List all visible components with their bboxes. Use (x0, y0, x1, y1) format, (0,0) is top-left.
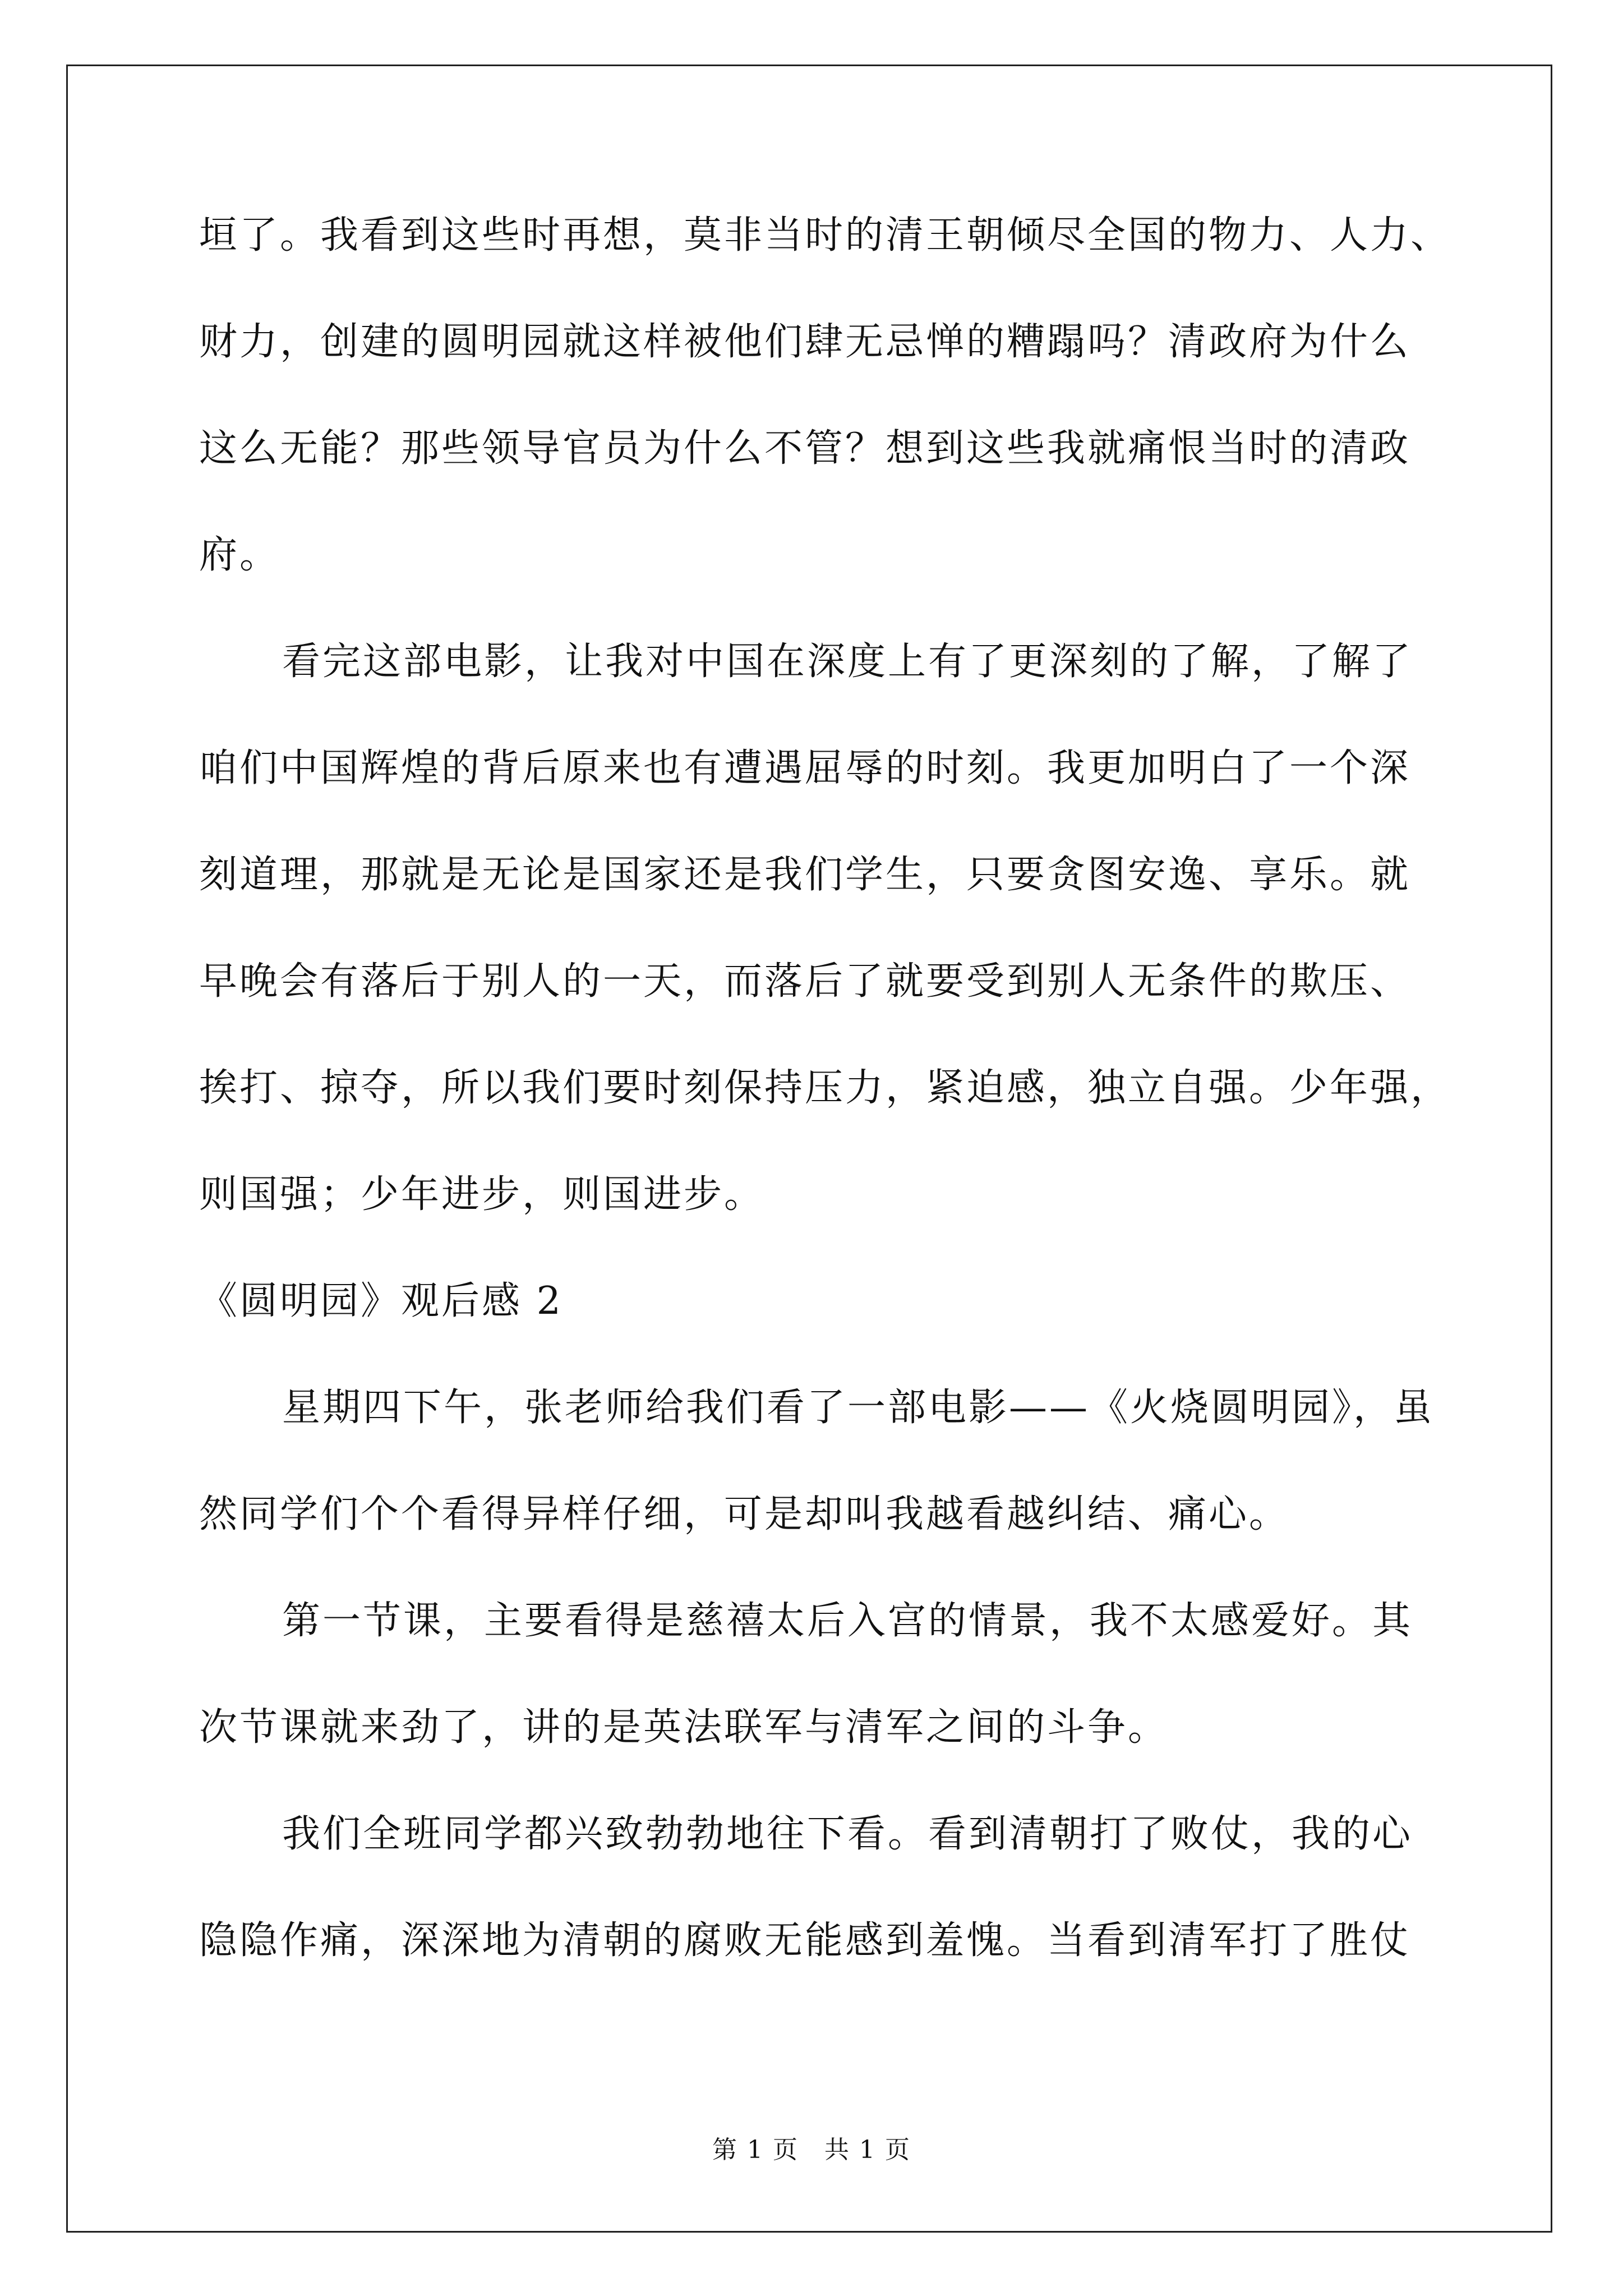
paragraph-1-line-2: 财力，创建的圆明园就这样被他们肆无忌惮的糟蹋吗？清政府为什么 (199, 320, 1411, 364)
paragraph-5-line-1: 我们全班同学都兴致勃勃地往下看。看到清朝打了败仗，我的心 (282, 1812, 1413, 1856)
paragraph-3-line-2: 然同学们个个看得异样仔细，可是却叫我越看越纠结、痛心。 (199, 1492, 1290, 1536)
paragraph-3-line-1: 星期四下午，张老师给我们看了一部电影——《火烧圆明园》，虽 (282, 1386, 1435, 1430)
paragraph-4-line-1: 第一节课，主要看得是慈禧太后入宫的情景，我不太感爱好。其 (282, 1599, 1413, 1643)
paragraph-4-line-2: 次节课就来劲了，讲的是英法联军与清军之间的斗争。 (199, 1705, 1169, 1750)
page-border (66, 65, 1552, 2233)
paragraph-2-line-3: 刻道理，那就是无论是国家还是我们学生，只要贪图安逸、享乐。就 (199, 853, 1411, 897)
paragraph-2-line-5: 挨打、掠夺，所以我们要时刻保持压力，紧迫感，独立自强。少年强， (199, 1066, 1451, 1110)
paragraph-2-line-1: 看完这部电影，让我对中国在深度上有了更深刻的了解，了解了 (282, 639, 1413, 684)
paragraph-1-line-1: 垣了。我看到这些时再想，莫非当时的清王朝倾尽全国的物力、人力、 (199, 213, 1451, 257)
page-footer: 第 1 页 共 1 页 (712, 2136, 911, 2164)
paragraph-2-line-2: 咱们中国辉煌的背后原来也有遭遇屈辱的时刻。我更加明白了一个深 (199, 746, 1411, 790)
paragraph-1-line-4: 府。 (199, 533, 280, 577)
paragraph-2-line-4: 早晚会有落后于别人的一天，而落后了就要受到别人无条件的欺压、 (199, 959, 1411, 1004)
paragraph-1-line-3: 这么无能？那些领导官员为什么不管？想到这些我就痛恨当时的清政 (199, 426, 1411, 471)
paragraph-2-line-6: 则国强；少年进步，则国进步。 (199, 1172, 765, 1217)
paragraph-5-line-2: 隐隐作痛，深深地为清朝的腐败无能感到羞愧。当看到清军打了胜仗 (199, 1918, 1411, 1963)
section-heading: 《圆明园》观后感 2 (199, 1279, 563, 1323)
